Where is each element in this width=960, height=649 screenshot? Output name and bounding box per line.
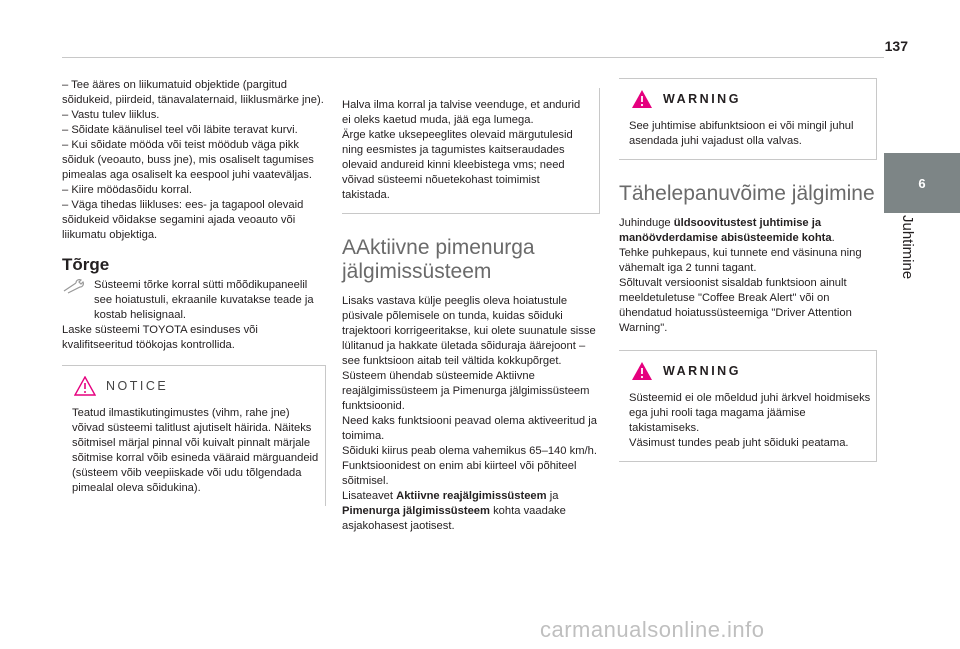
list-item: – Väga tihedas liikluses: ees- ja tagapool olevaid sõidukeid võidakse segamini ajada veoauto või liikumatu objektiga. [62,199,304,241]
warning-body-2 [619,391,876,461]
warning-text: Süsteemid ei ole mõeldud juhi ärkvel hoidmiseks ega juhi rooli taga magama jäämise takistamiseks. [629,392,871,434]
paragraph-see-also [342,489,600,534]
link-active-lane: Aktiivne reajälgimissüsteem [396,490,547,502]
warning-header-2 [619,351,876,391]
notice-text: Teatud ilmastikutingimustes (vihm, rahe jne) võivad süsteemi talitlust ajutiselt häirida. Näiteks sõitmisel märjal pinnal või kuivalt pinnalt märjale sõitmise korral võib esineda vääraid märguandeid (süsteem võib veepiiskade või udu tõlgendada pimealal oleva sõidukina). [72,407,319,494]
paragraph: Need kaks funktsiooni peavad olema aktiveeritud ja toimima. [342,415,597,442]
list-item: – Kiire möödasõidu korral. [62,184,192,196]
chapter-number: 6 [918,175,926,191]
paragraph: Funktsioonidest on enim abi kiirteel või põhiteel sõitmisel. [342,460,577,487]
warning-label: WARNING [663,363,741,378]
text-span: Lisateavet [342,490,397,502]
fault-text-2: Laske süsteemi TOYOTA esinduses või kvalifitseeritud töökojas kontrollida. [62,324,258,351]
section-title-attention: Tähelepanuvõime jälgimine [619,182,875,205]
chapter-title: Juhtimine [899,215,916,280]
warning-icon [631,89,653,109]
list-item: – Tee ääres on liikumatuid objektide (pargitud sõidukeid, piirdeid, tänavalaternaid, liiklusmärke jne). [62,79,324,106]
chapter-tab[interactable] [884,153,960,213]
top-rule [62,57,884,58]
notice-header [62,366,325,406]
warning-header-1 [619,79,876,119]
notice-body [62,406,325,506]
list-item: – Kui sõidate mööda või teist möödub väga pikk sõiduk (veoauto, buss jne), mis osaliselt tagumises pimealas aga osaliselt ka eespool juhi vaateväljas. [62,139,314,181]
section-title-blind-spot: AAktiivne pimenurga jälgimissüsteem [342,236,535,283]
column-1 [62,78,326,506]
column-2 [342,88,600,534]
watermark: carmanualsonline.info [540,617,765,642]
notice-label: NOTICE [106,378,169,393]
paragraph: Sõiduki kiirus peab olema vahemikus 65–140 km/h. [342,445,597,457]
weather-note-text-2: Ärge katke uksepeeglites olevaid märgutulesid ning eesmistes ja tagumistes kaitseraudades olevaid andureid kinni kleebistega vms; need võivad süsteemi nõuetekohast toimimist takistada. [342,129,573,201]
page-number: 137 [884,38,908,54]
fault-text: Süsteemi tõrke korral sütti mõõdikupaneelil see hoiatustuli, ekraanile kuvatakse teade ja kostab helisignaal. [94,279,314,321]
wrench-icon [62,278,94,323]
paragraph: Sõltuvalt versioonist sisaldab funktsioon ainult meeldetuletuse "Coffee Break Alert" või on ühendatud hoiatussüsteemiga "Driver Attention Warning". [619,277,852,334]
notice-warning-icon [74,376,96,396]
situation-list [62,78,326,243]
warning-text-2: Väsimust tundes peab juht sõiduki peatama. [629,437,849,449]
warning-icon [631,361,653,381]
paragraph: Lisaks vastava külje peeglis oleva hoiatustule püsivale põlemisele on tunda, kuidas sõiduki trajektoori korrigeeritakse, kui olete suunatule sisse lülitanud ja hakkate ületada sõiduraja äärejoont – see funktsioon aitab teil vältida kokkupõrget. [342,295,596,367]
paragraph [619,216,877,246]
paragraph: Süsteem ühendab süsteemide Aktiivne reajälgimissüsteem ja Pimenurga jälgimissüsteem funktsioonid. [342,370,590,412]
list-item: – Vastu tulev liiklus. [62,109,160,121]
weather-note-text: Halva ilma korral ja talvise veenduge, et andurid ei oleks kaetud muda, jää ega lumega. [342,99,581,126]
warning-box-1 [619,78,877,160]
text-span: Juhinduge [619,217,674,229]
paragraph: Tehke puhkepaus, kui tunnete end väsinuna ning vähemalt iga 2 tunni tagant. [619,247,862,274]
text-span: kohta vaadake asjakohasest jaotisest. [342,505,566,532]
warning-body-1 [619,119,876,159]
weather-note-box [342,88,600,214]
text-span: ja [546,490,559,502]
fault-paragraph [62,278,326,323]
fault-heading: Tõrge [62,255,110,274]
warning-text: See juhtimise abifunktsioon ei või mingil juhul asendada juhi vajadust olla valvas. [629,120,854,147]
bold-reference: üldsoovitustest juhtimise ja manöövderdamise abisüsteemide kohta [619,217,832,244]
text-span: . [831,232,835,244]
link-blind-spot: Pimenurga jälgimissüsteem [342,505,490,517]
notice-box [62,365,326,506]
list-item: – Sõidate käänulisel teel või läbite teravat kurvi. [62,124,298,136]
warning-box-2 [619,350,877,462]
column-3 [619,78,877,462]
warning-label: WARNING [663,91,741,106]
